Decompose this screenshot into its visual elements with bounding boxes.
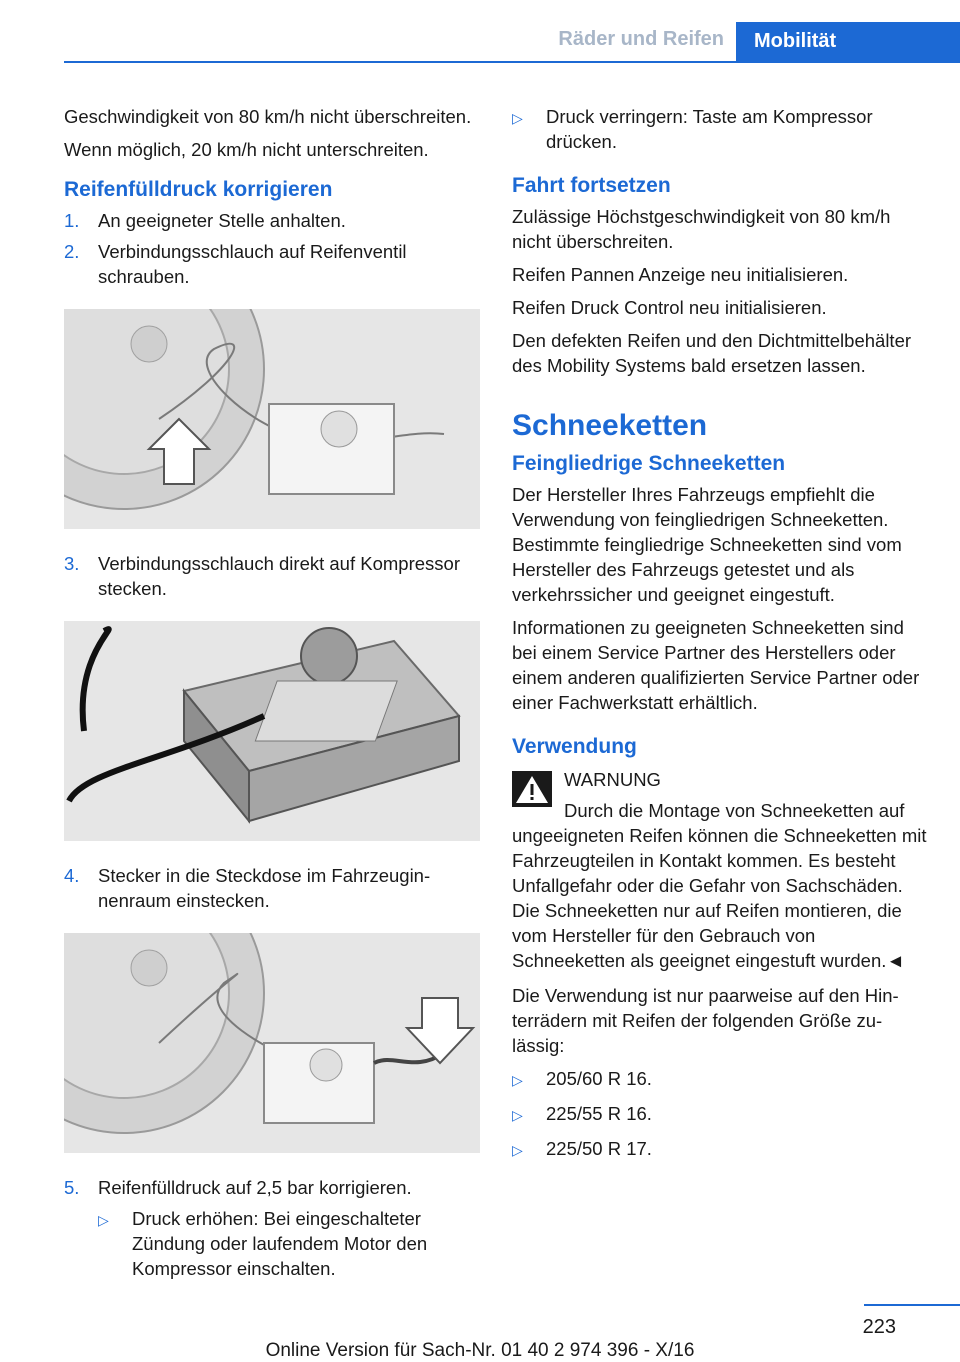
warning-triangle-icon xyxy=(512,771,552,807)
step-number: 1. xyxy=(64,210,80,231)
step-item xyxy=(64,208,480,233)
fine-chains-paragraph: Der Hersteller Ihres Fahrzeugs empfiehlt die Verwendung von feingliedrigen Schneeketten. Bestimmte feingliedrige Schneeketten sind vom Hersteller des Fahrzeugs getestet und als verkehrssicher und geeignet eingestuft. xyxy=(512,484,902,605)
step-number: 2. xyxy=(64,241,80,262)
intro-paragraph-1: Geschwindigkeit von 80 km/h nicht überschreiten. xyxy=(64,106,472,127)
usage-paragraph: Die Verwendung ist nur paarweise auf den Hinterrädern mit Reifen der folgenden Größe zulässig: xyxy=(512,985,899,1056)
top-bullet-list xyxy=(512,104,928,154)
header-section-label: Räder und Reifen xyxy=(558,28,724,50)
figure-hose-on-compressor-drawing xyxy=(64,621,480,841)
heading-usage: Verwendung xyxy=(512,735,637,758)
triangle-bullet-icon: ▷ xyxy=(512,1107,523,1123)
step-text: An geeigneter Stelle anhalten. xyxy=(98,210,346,231)
steps-list-a xyxy=(64,208,480,289)
header-chapter-label: Mobilität xyxy=(754,30,837,52)
header-rule xyxy=(64,61,960,63)
fine-chains-paragraph: Informationen zu geeigneten Schneeketten sind bei einem Service Partner des Herstellers oder einem anderen qualifizierten Service Partner oder einer Fachwerkstatt erhältlich. xyxy=(512,617,920,713)
figure-hose-on-valve-drawing xyxy=(64,309,480,529)
tire-size-item xyxy=(512,1136,928,1163)
bullet-item xyxy=(512,104,928,154)
figure-hose-on-valve xyxy=(64,309,480,529)
bullet-text: Druck verringern: Taste am Kompressor drücken. xyxy=(546,106,873,152)
triangle-bullet-icon: ▷ xyxy=(98,1212,109,1228)
tire-size-text: 225/50 R 17. xyxy=(546,1138,652,1159)
step-text: Verbindungsschlauch direkt auf Kompressor stecken. xyxy=(98,553,460,599)
bullet-text: Druck erhöhen: Bei eingeschalteter Zündung oder laufendem Motor den Kompressor einschalten. xyxy=(132,1208,428,1279)
steps-list-b xyxy=(64,551,480,601)
step-number: 4. xyxy=(64,865,80,886)
continue-paragraph: Den defekten Reifen und den Dichtmittelbehälter des Mobility Systems bald ersetzen lassen. xyxy=(512,330,912,376)
triangle-bullet-icon: ▷ xyxy=(512,1142,523,1158)
step-text: Stecker in die Steckdose im Fahrzeuginnenraum einstecken. xyxy=(98,865,431,911)
continue-paragraph: Zulässige Höchstgeschwindigkeit von 80 km/h nicht überschreiten. xyxy=(512,206,891,252)
triangle-bullet-icon: ▷ xyxy=(512,110,523,126)
triangle-bullet-icon: ▷ xyxy=(512,1072,523,1088)
continue-paragraph: Reifen Druck Control neu initialisieren. xyxy=(512,297,827,318)
page-footer xyxy=(0,1302,960,1362)
left-column xyxy=(64,104,480,1289)
heading-fine-link-chains: Feingliedrige Schneeketten xyxy=(512,452,786,475)
warning-title: WARNUNG xyxy=(564,769,661,790)
figure-plug-in-socket xyxy=(64,933,480,1153)
step-text: Reifenfülldruck auf 2,5 bar korrigieren. xyxy=(98,1177,412,1198)
step-number: 5. xyxy=(64,1177,80,1198)
figure-plug-in-socket-drawing xyxy=(64,933,480,1153)
intro-paragraph-2: Wenn möglich, 20 km/h nicht unterschreiten. xyxy=(64,139,429,160)
heading-correct-pressure: Reifenfülldruck korrigieren xyxy=(64,178,333,201)
page-number: 223 xyxy=(862,1316,896,1338)
step-item xyxy=(64,239,480,289)
warning-block xyxy=(512,767,928,973)
page-header xyxy=(0,0,960,62)
continue-paragraph: Reifen Pannen Anzeige neu initialisieren. xyxy=(512,264,849,285)
steps-list-c xyxy=(64,863,480,913)
online-version-note: Online Version für Sach-Nr. 01 40 2 974 396 - X/16 xyxy=(265,1340,695,1361)
warning-text: Durch die Montage von Schneeketten auf ungeeigneten Reifen können die Schneeketten mit Fahrzeugteilen in Kontakt kommen. Es besteht Unfallgefahr oder die Gefahr von Sachschäden. Die Schneeketten nur auf Reifen montieren, die vom Hersteller für den Gebrauch von Schneeketten als geeignet eingestuft wurden.◄ xyxy=(512,800,927,971)
step-number: 3. xyxy=(64,553,80,574)
step-text: Verbindungsschlauch auf Reifenventil schrauben. xyxy=(98,241,407,287)
footer-rule xyxy=(864,1304,960,1306)
heading-snow-chains: Schneeketten xyxy=(512,409,708,442)
tire-size-item xyxy=(512,1066,928,1093)
header-chapter-tab xyxy=(736,22,960,62)
tire-size-item xyxy=(512,1101,928,1128)
step-item xyxy=(64,863,480,913)
bullet-item xyxy=(98,1206,480,1281)
figure-hose-on-compressor xyxy=(64,621,480,841)
step-item xyxy=(64,551,480,601)
sub-bullet-list xyxy=(64,1206,480,1281)
heading-continue-driving: Fahrt fortsetzen xyxy=(512,174,671,197)
tire-size-text: 225/55 R 16. xyxy=(546,1103,652,1124)
steps-list-d xyxy=(64,1175,480,1200)
tire-size-text: 205/60 R 16. xyxy=(546,1068,652,1089)
step-item xyxy=(64,1175,480,1200)
tire-size-list xyxy=(512,1066,928,1163)
right-column xyxy=(512,104,928,1171)
